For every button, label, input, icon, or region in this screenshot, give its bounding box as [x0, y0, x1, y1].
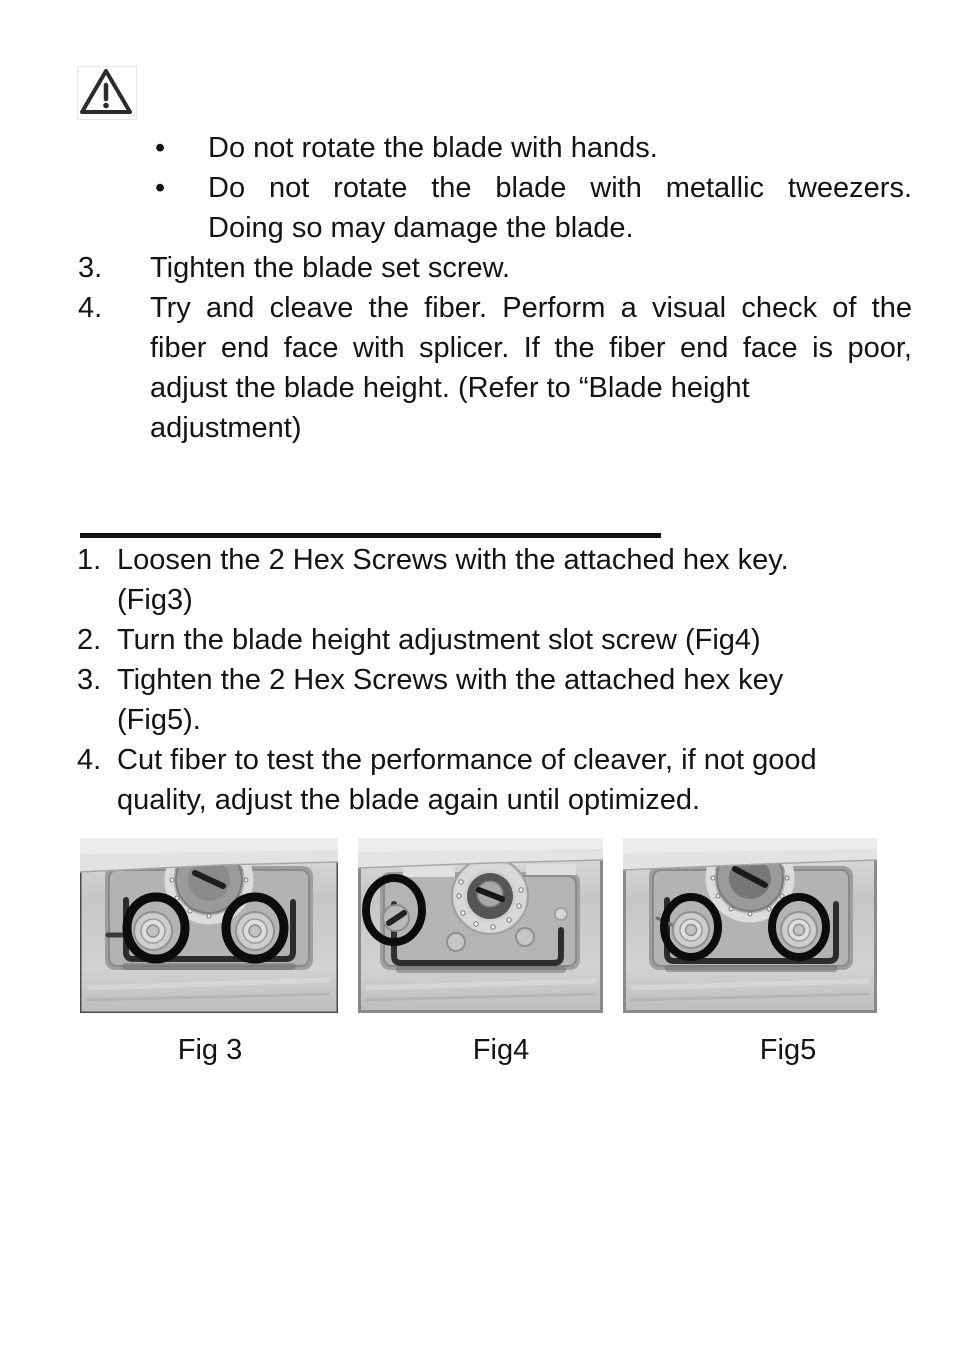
fig4-caption: Fig4 — [472, 1034, 530, 1066]
caution-text-continuation: Doing so may damage the blade. — [208, 212, 634, 244]
step-text: Tighten the blade set screw. — [150, 252, 511, 284]
step-number: 3. — [77, 664, 102, 696]
hex-screw-left-icon — [673, 912, 709, 948]
numbered-step-3 — [78, 248, 912, 288]
fig5-photo — [623, 838, 877, 1021]
adjust-step-4 — [77, 740, 912, 780]
caution-text: Do not rotate the blade with hands. — [208, 132, 658, 164]
slot-screw-icon — [383, 905, 409, 931]
warning-triangle-icon — [77, 66, 137, 120]
step-text: Try and cleave the fiber. Perform a visual check of the — [150, 292, 912, 324]
step-text: Loosen the 2 Hex Screws with the attached hex key. — [117, 544, 789, 576]
step-number: 3. — [78, 252, 103, 284]
fig3-photo — [80, 838, 338, 1021]
step-4-continuation: adjust the blade height. (Refer to “Blade height — [150, 372, 750, 404]
figure-row — [0, 838, 954, 1013]
step-text: Turn the blade height adjustment slot screw (Fig4) — [117, 624, 761, 656]
step-number: 4. — [77, 744, 102, 776]
numbered-step-4 — [78, 288, 912, 328]
adjust-step-3-continuation: (Fig5). — [117, 704, 201, 736]
step-text: Tighten the 2 Hex Screws with the attached hex key — [117, 664, 784, 696]
step-text: Cut fiber to test the performance of cleaver, if not good — [117, 744, 817, 776]
bullet-marker: • — [155, 132, 166, 164]
adjust-step-4-continuation: quality, adjust the blade again until optimized. — [117, 784, 701, 816]
small-screw-icon — [516, 928, 534, 946]
warning-triangle-svg — [78, 67, 134, 117]
caution-bullet-item — [78, 128, 912, 168]
small-screw-icon — [447, 933, 465, 951]
caution-and-steps-block — [78, 128, 912, 448]
step-number: 4. — [78, 292, 103, 324]
hex-screw-right-icon — [236, 912, 274, 950]
caution-bullet-item — [78, 168, 912, 208]
fig4-photo — [358, 838, 603, 1021]
blade-dial-icon — [452, 858, 528, 934]
hex-screw-left-icon — [134, 912, 172, 950]
adjust-step-1-continuation: (Fig3) — [117, 584, 193, 616]
hex-screw-right-icon — [781, 912, 817, 948]
step-4-continuation: fiber end face with splicer. If the fiber end face is poor, — [150, 332, 912, 364]
step-number: 1. — [77, 544, 102, 576]
caution-text: Do not rotate the blade with metallic tweezers. — [208, 172, 912, 204]
fig5-caption: Fig5 — [759, 1034, 817, 1066]
bullet-marker: • — [155, 172, 166, 204]
step-4-continuation: adjustment) — [150, 412, 302, 444]
adjust-step-2 — [77, 620, 912, 660]
blade-height-adjustment-steps — [77, 540, 912, 820]
section-divider-rule — [80, 533, 661, 538]
adjust-step-3 — [77, 660, 912, 700]
step-number: 2. — [77, 624, 102, 656]
adjust-step-1 — [77, 540, 912, 580]
fig3-caption: Fig 3 — [177, 1034, 243, 1066]
